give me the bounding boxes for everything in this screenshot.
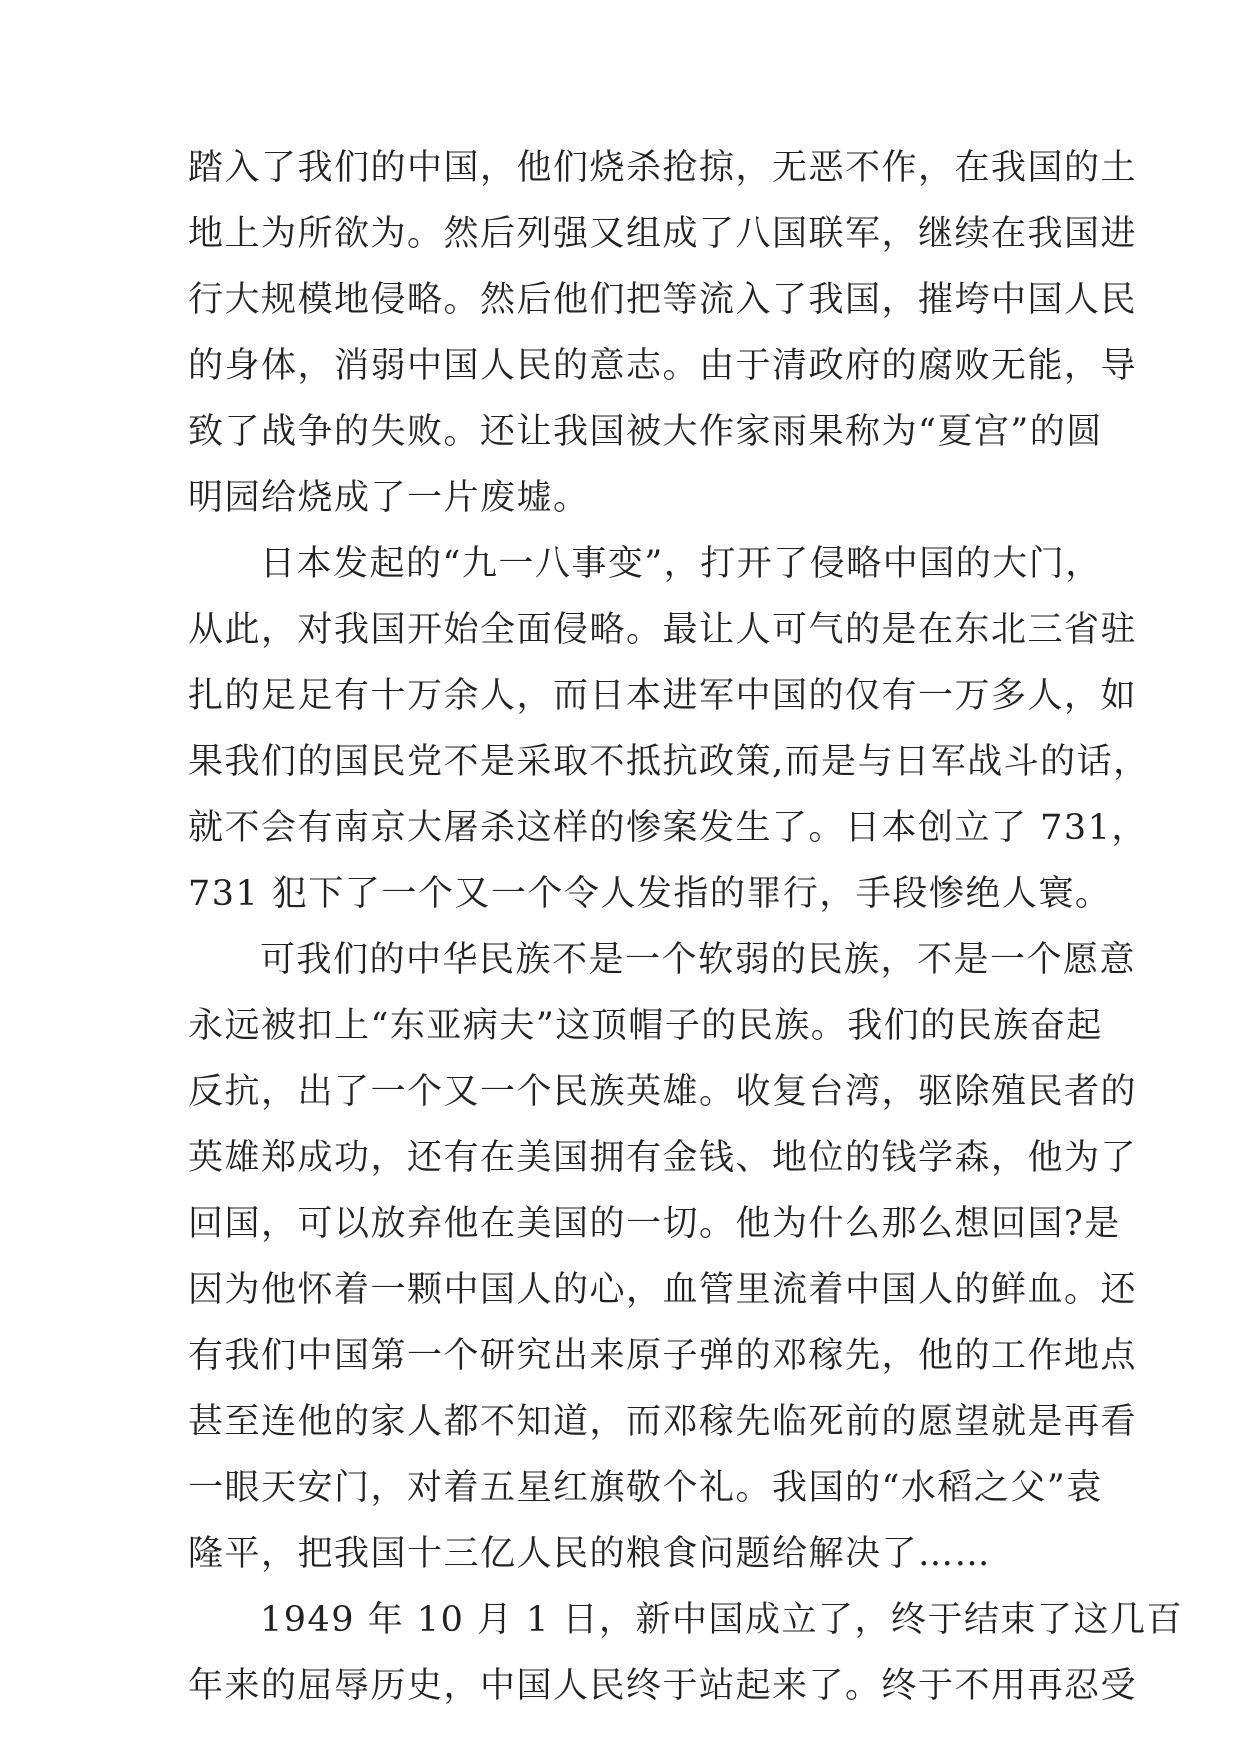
text-line: 永远被扣上“东亚病夫”这顶帽子的民族。我们的民族奋起 [188, 1006, 1103, 1046]
text-line: 从此，对我国开始全面侵略。最让人可气的是在东北三省驻 [188, 610, 1138, 650]
text-line: 年来的屈辱历史，中国人民终于站起来了。终于不用再忍受 [188, 1666, 1138, 1706]
text-line: 地上为所欲为。然后列强又组成了八国联军，继续在我国进 [188, 214, 1138, 254]
text-line: 反抗，出了一个又一个民族英雄。收复台湾，驱除殖民者的 [188, 1072, 1138, 1112]
text-line: 明园给烧成了一片废墟。 [188, 478, 590, 518]
text-line: 有我们中国第一个研究出来原子弹的邓稼先，他的工作地点 [188, 1336, 1138, 1376]
text-line: 致了战争的失败。还让我国被大作家雨果称为“夏宫”的圆 [188, 412, 1103, 452]
text-line: 甚至连他的家人都不知道，而邓稼先临死前的愿望就是再看 [188, 1402, 1138, 1442]
text-line: 扎的足足有十万余人，而日本进军中国的仅有一万多人，如 [188, 676, 1138, 716]
paragraph-first-line: 1949 年 10 月 1 日，新中国成立了，终于结束了这几百 [260, 1600, 1184, 1640]
text-line: 果我们的国民党不是采取不抵抗政策,而是与日军战斗的话， [188, 742, 1150, 782]
text-line: 回国，可以放弃他在美国的一切。他为什么那么想回国?是 [188, 1204, 1121, 1244]
text-line: 踏入了我们的中国，他们烧杀抢掠，无恶不作，在我国的土 [188, 148, 1138, 188]
text-line: 行大规模地侵略。然后他们把等流入了我国，摧垮中国人民 [188, 280, 1138, 320]
text-line: 一眼天安门，对着五星红旗敬个礼。我国的“水稻之父”袁 [188, 1468, 1103, 1508]
paragraph-first-line: 可我们的中华民族不是一个软弱的民族，不是一个愿意 [260, 940, 1137, 980]
text-line: 隆平，把我国十三亿人民的粮食问题给解决了…… [188, 1534, 992, 1574]
text-line: 的身体，消弱中国人民的意志。由于清政府的腐败无能，导 [188, 346, 1138, 386]
text-line: 因为他怀着一颗中国人的心，血管里流着中国人的鲜血。还 [188, 1270, 1138, 1310]
text-line: 英雄郑成功，还有在美国拥有金钱、地位的钱学森，他为了 [188, 1138, 1138, 1178]
text-line: 就不会有南京大屠杀这样的惨案发生了。日本创立了 731， [188, 808, 1148, 848]
text-line: 731 犯下了一个又一个令人发指的罪行，手段惨绝人寰。 [188, 874, 1112, 914]
paragraph-first-line: 日本发起的“九一八事变”，打开了侵略中国的大门， [260, 544, 1102, 584]
